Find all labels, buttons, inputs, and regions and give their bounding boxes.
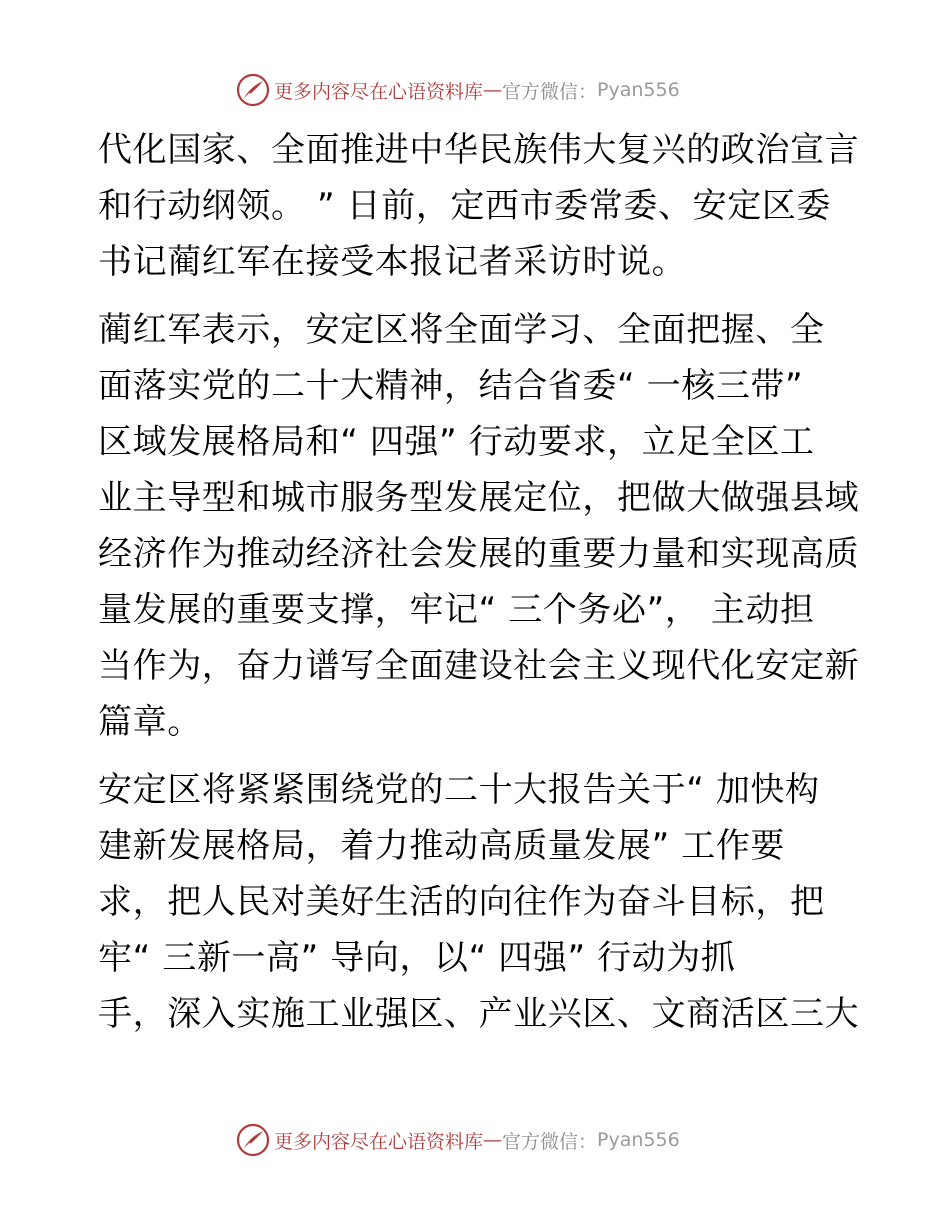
text-line: 书记蔺红军在接受本报记者采访时说。 xyxy=(98,242,687,282)
text-line: 建新发展格局，着力推动高质量发展” 工作要 xyxy=(98,826,786,866)
text-line: 和行动纲领。 ” 日前，定西市委常委、安定区委 xyxy=(98,186,832,226)
watermark-official-label: 官方微信： xyxy=(502,1130,598,1153)
text-line: 代化国家、全面推进中华民族伟大复兴的政治宣言 xyxy=(98,130,860,170)
text-line: 安定区将紧紧围绕党的二十大报告关于“ 加快构 xyxy=(98,770,820,810)
paragraph xyxy=(98,302,858,750)
watermark-dash: — xyxy=(483,79,503,101)
text-line: 牢“ 三新一高” 导向，以“ 四强” 行动为抓 xyxy=(98,938,736,978)
text-line: 量发展的重要支撑，牢记“ 三个务必”， 主动担 xyxy=(98,590,815,630)
text-line: 面落实党的二十大精神，结合省委“ 一核三带” xyxy=(98,366,804,406)
watermark-wechat-id: Pyan556 xyxy=(597,1129,680,1151)
watermark-dash: — xyxy=(483,1129,503,1151)
watermark-main-text: 更多内容尽在心语资料库 xyxy=(274,80,484,103)
article-body xyxy=(98,122,858,1054)
text-line: 蔺红军表示，安定区将全面学习、全面把握、全 xyxy=(98,310,825,350)
text-line: 当作为，奋力谱写全面建设社会主义现代化安定新 xyxy=(98,646,860,686)
paragraph xyxy=(98,762,858,1042)
text-line: 手，深入实施工业强区、产业兴区、文商活区三大 xyxy=(98,994,860,1034)
header-watermark xyxy=(236,70,680,110)
text-line: 区域发展格局和“ 四强” 行动要求，立足全区工 xyxy=(98,422,815,462)
quill-logo-icon xyxy=(236,1123,270,1157)
watermark-main-text: 更多内容尽在心语资料库 xyxy=(274,1130,484,1153)
paragraph xyxy=(98,122,858,290)
text-line: 业主导型和城市服务型发展定位，把做大做强县域 xyxy=(98,478,860,518)
text-line: 经济作为推动经济社会发展的重要力量和实现高质 xyxy=(98,534,860,574)
quill-logo-icon xyxy=(236,73,270,107)
watermark-wechat-id: Pyan556 xyxy=(597,79,680,101)
watermark-official-label: 官方微信： xyxy=(502,80,598,103)
footer-watermark xyxy=(236,1120,680,1160)
text-line: 篇章。 xyxy=(98,702,202,742)
text-line: 求，把人民对美好生活的向往作为奋斗目标，把 xyxy=(98,882,825,922)
